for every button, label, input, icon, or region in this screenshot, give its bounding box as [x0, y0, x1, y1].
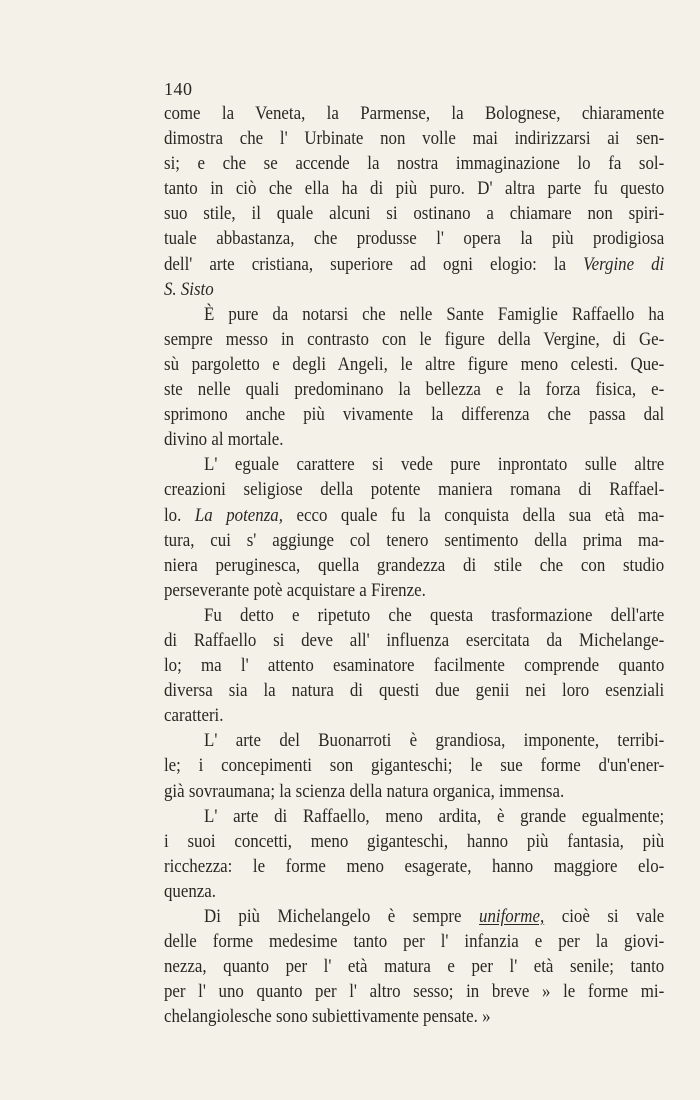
- text-line: [164, 252, 664, 277]
- text-line: [164, 151, 664, 176]
- text-segment: cioè si vale: [544, 906, 665, 927]
- text-line: [164, 201, 664, 226]
- text-segment: caratteri.: [164, 705, 224, 727]
- text-segment: tanto in ciò che ella ha di più puro. D' altra parte fu questo: [164, 178, 665, 200]
- text-segment: tura, cui s' aggiunge col tenero sentimento della prima ma-: [164, 529, 665, 551]
- text-line: [164, 578, 664, 603]
- text-segment: È pure da notarsi che nelle Sante Famiglie Raffaello ha: [204, 303, 665, 325]
- paragraph: [164, 452, 664, 603]
- text-segment: ste nelle quali predominano la bellezza e la forza fisica, e-: [164, 379, 665, 401]
- text-segment: dell' arte cristiana, superiore ad ogni elogio: la: [164, 253, 584, 275]
- paragraph: [164, 728, 664, 803]
- text-line: [164, 226, 664, 251]
- text-segment: come la Veneta, la Parmense, la Bolognese, chiaramente: [164, 103, 665, 124]
- text-segment: suo stile, il quale alcuni si ostinano a chiamare non spiri-: [164, 203, 665, 225]
- text-segment: ecco quale fu la conquista della sua età ma-: [282, 504, 665, 526]
- text-line: [164, 728, 664, 753]
- paragraph: [164, 101, 664, 302]
- text-segment: perseverante potè acquistare a Firenze.: [164, 579, 426, 601]
- text-segment: sempre messo in contrasto con le figure della Vergine, di Ge-: [164, 328, 665, 350]
- italic-text: La potenza,: [194, 504, 283, 526]
- text-line: [164, 402, 664, 427]
- text-line: [164, 553, 664, 578]
- text-segment: Di più Michelangelo è sempre: [204, 906, 480, 927]
- text-segment: L' arte del Buonarroti è grandiosa, imponente, terribi-: [204, 730, 665, 752]
- text-line: [164, 176, 664, 201]
- text-line: [164, 126, 664, 151]
- underlined-italic-text: uniforme,: [479, 906, 545, 927]
- text-line: [164, 653, 664, 678]
- text-line: [164, 528, 664, 553]
- text-line: [164, 678, 664, 703]
- text-segment: per l' uno quanto per l' altro sesso; in breve » le forme mi-: [164, 981, 665, 1003]
- text-segment: quenza.: [164, 880, 216, 902]
- text-segment: delle forme medesime tanto per l' infanzia e per la giovi-: [164, 931, 665, 953]
- paragraph: [164, 603, 664, 728]
- text-line: [164, 929, 664, 954]
- paragraph: [164, 804, 664, 904]
- paragraph: [164, 904, 664, 1029]
- text-segment: sù pargoletto e degli Angeli, le altre figure meno celesti. Que-: [164, 353, 665, 375]
- italic-text: S. Sisto: [164, 278, 214, 300]
- italic-text: Vergine di: [583, 253, 665, 275]
- text-line: [164, 352, 664, 377]
- paragraph: [164, 302, 664, 453]
- text-line: [164, 277, 664, 302]
- text-segment: di Raffaello si deve all' influenza esercitata da Michelange-: [164, 629, 665, 651]
- text-segment: lo; ma l' attento esaminatore facilmente comprende quanto: [164, 655, 665, 677]
- text-segment: niera peruginesca, quella grandezza di stile che con studio: [164, 554, 665, 576]
- text-segment: si; e che se accende la nostra immaginazione lo fa sol-: [164, 153, 665, 175]
- text-segment: L' eguale carattere si vede pure inprontato sulle altre: [204, 454, 665, 476]
- text-line: [164, 829, 664, 854]
- text-line: [164, 452, 664, 477]
- text-line: [164, 302, 664, 327]
- text-segment: dimostra che l' Urbinate non volle mai indirizzarsi ai sen-: [164, 128, 665, 150]
- text-line: [164, 377, 664, 402]
- text-line: [164, 477, 664, 502]
- text-segment: le; i concepimenti son giganteschi; le sue forme d'un'ener-: [164, 755, 665, 777]
- text-line: [164, 753, 664, 778]
- text-segment: chelangiolesche sono subiettivamente pensate. »: [164, 1006, 491, 1028]
- text-segment: tuale abbastanza, che produsse l' opera la più prodigiosa: [164, 228, 665, 250]
- text-line: [164, 979, 664, 1004]
- body-text: [164, 101, 664, 1029]
- text-line: [164, 427, 664, 452]
- text-line: [164, 779, 664, 804]
- text-line: [164, 327, 664, 352]
- text-line: [164, 879, 664, 904]
- text-segment: ricchezza: le forme meno esagerate, hanno maggiore elo-: [164, 855, 665, 877]
- text-segment: lo.: [164, 504, 195, 526]
- text-line: [164, 954, 664, 979]
- text-line: [164, 503, 664, 528]
- text-segment: divino al mortale.: [164, 429, 284, 451]
- text-line: [164, 703, 664, 728]
- text-line: [164, 1004, 664, 1029]
- text-segment: diversa sia la natura di questi due genii nei loro esenziali: [164, 680, 665, 702]
- text-segment: nezza, quanto per l' età matura e per l' età senile; tanto: [164, 956, 665, 978]
- text-segment: già sovraumana; la scienza della natura organica, immensa.: [164, 780, 565, 802]
- text-segment: sprimono anche più vivamente la differenza che passa dal: [164, 404, 665, 426]
- text-line: [164, 854, 664, 879]
- text-line: [164, 603, 664, 628]
- text-line: [164, 904, 664, 929]
- text-line: [164, 804, 664, 829]
- text-segment: i suoi concetti, meno giganteschi, hanno più fantasia, più: [164, 830, 665, 852]
- text-segment: L' arte di Raffaello, meno ardita, è grande egualmente;: [204, 805, 665, 827]
- text-line: [164, 628, 664, 653]
- text-line: [164, 101, 664, 126]
- text-segment: Fu detto e ripetuto che questa trasformazione dell'arte: [204, 604, 665, 626]
- page-number: 140: [164, 79, 193, 99]
- text-segment: creazioni seligiose della potente maniera romana di Raffael-: [164, 479, 665, 501]
